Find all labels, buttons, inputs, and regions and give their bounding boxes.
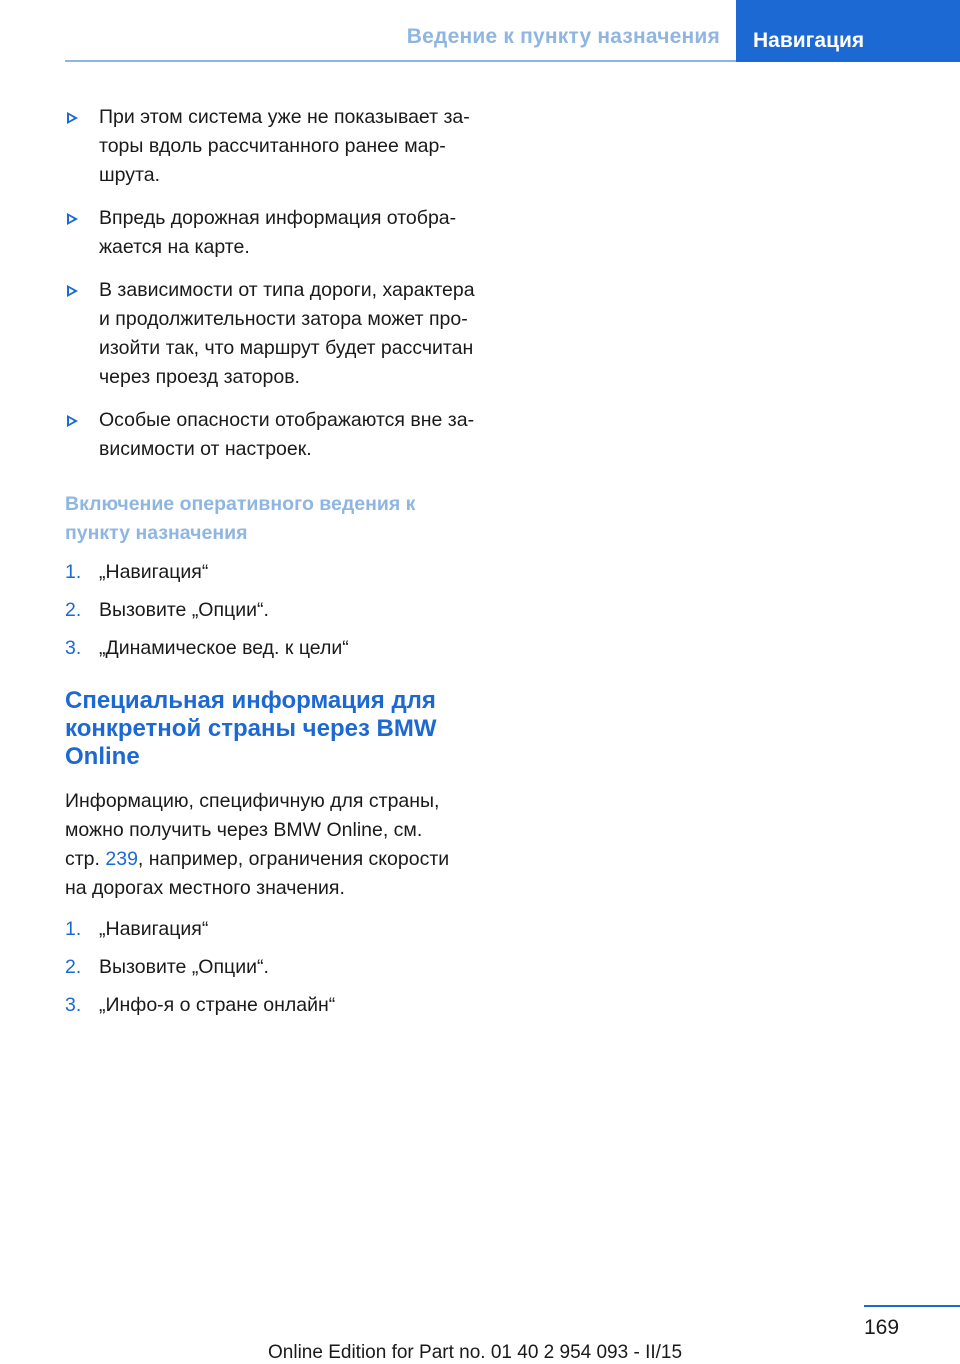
- step-number: 3.: [65, 637, 82, 659]
- chapter-tab: Навигация: [736, 0, 960, 62]
- paragraph-text: , например, ограничения скорости на дорогах местного значения.: [65, 848, 450, 899]
- step-number: 1.: [65, 918, 82, 940]
- step-text: „Динамическое вед. к цели“: [99, 637, 349, 659]
- step-number: 1.: [65, 561, 82, 583]
- bullet-text: В зависимости от типа дороги, характера и продолжительности затора может про- изойти так, что маршрут будет рассчитан через проезд заторов.: [99, 279, 475, 388]
- bullet-text: Особые опасности отображаются вне за- висимости от настроек.: [99, 409, 475, 460]
- header-divider: [65, 60, 736, 62]
- step-item: [65, 634, 485, 663]
- step-text: „Инфо-я о стране онлайн“: [99, 994, 336, 1016]
- step-item: [65, 558, 485, 587]
- running-header-section: Ведение к пункту назначения: [406, 25, 720, 48]
- steps-list: [65, 558, 485, 663]
- edition-footer: Online Edition for Part no. 01 40 2 954 093 - II/15: [268, 1342, 683, 1363]
- bullet-triangle-icon: [67, 213, 78, 225]
- step-item: [65, 953, 485, 982]
- page-number: 169: [864, 1316, 900, 1339]
- steps-list: [65, 915, 485, 1020]
- paragraph: [65, 787, 485, 903]
- step-text: „Навигация“: [99, 561, 209, 583]
- bullet-triangle-icon: [67, 112, 78, 124]
- bullet-text: Впредь дорожная информация отобра- жается на карте.: [99, 207, 457, 258]
- step-item: [65, 991, 485, 1020]
- main-content: [65, 103, 485, 1029]
- step-number: 2.: [65, 599, 82, 621]
- list-item: [65, 406, 485, 464]
- step-text: Вызовите „Опции“.: [99, 599, 269, 621]
- footer-divider: [864, 1305, 960, 1307]
- section-subheading: Включение оперативного ведения к пункту назначения: [65, 493, 416, 544]
- bullet-text: При этом система уже не показывает за- торы вдоль рассчитанного ранее мар- шрута.: [99, 106, 470, 186]
- page-header: [0, 0, 960, 62]
- list-item: [65, 103, 485, 190]
- step-text: Вызовите „Опции“.: [99, 956, 269, 978]
- section-heading: Специальная информация для конкретной страны через BMW Online: [65, 687, 437, 770]
- bullet-triangle-icon: [67, 415, 78, 427]
- list-item: [65, 204, 485, 262]
- paragraph-text: Информацию, специфичную для страны, можно получить через BMW Online, см. стр.: [65, 790, 440, 870]
- page-reference-link[interactable]: 239: [105, 848, 138, 870]
- step-number: 3.: [65, 994, 82, 1016]
- step-number: 2.: [65, 956, 82, 978]
- bullet-triangle-icon: [67, 285, 78, 297]
- step-item: [65, 915, 485, 944]
- step-text: „Навигация“: [99, 918, 209, 940]
- step-item: [65, 596, 485, 625]
- list-item: [65, 276, 485, 392]
- bullet-list: [65, 103, 485, 464]
